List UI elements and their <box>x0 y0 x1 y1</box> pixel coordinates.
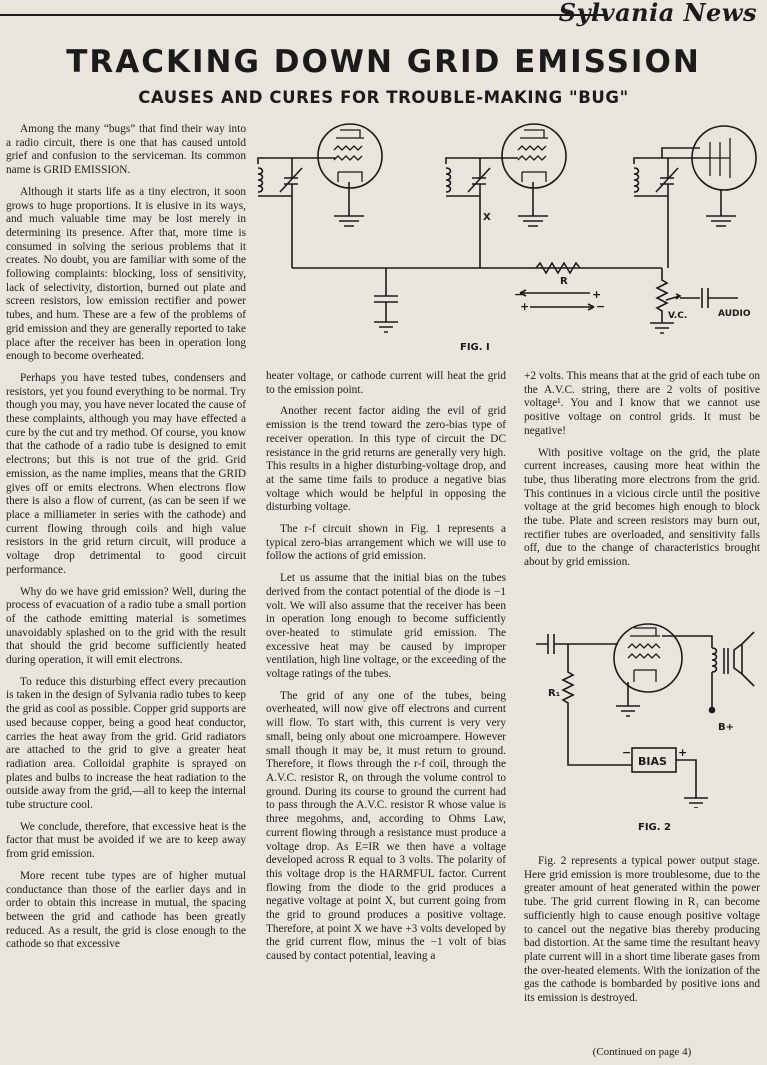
paragraph: More recent tube types are of higher mutual conductance than those of the earlier days and in order to obtain this increase in mutual, the spacing between the grid and cathode has been greatly reduced. As a result, the grid is close enough to the cathode so that excessive <box>6 869 246 951</box>
coupling-capacitor <box>536 634 618 654</box>
label-bias: BIAS <box>638 755 667 768</box>
fig2-schematic <box>528 608 762 808</box>
label-plus-right: + <box>592 288 602 301</box>
paragraph: Fig. 2 represents a typical power output stage. Here grid emission is more troublesome, due to the greater amount of heat generated within the power tube. The grid current flowing in R₁ can become sufficiently high to cause enough positive voltage to cancel out the negative bias thereby producing bad distortion. At the same time the resultant heavy plate current will in a short time liberate gases from the over-heated elements. With the ionization of the gas the cathode is bombarded by positive ions and its emission is destroyed. <box>524 855 760 1005</box>
label-r: R <box>560 276 568 287</box>
label-x: X <box>483 212 491 223</box>
column-1 <box>6 123 246 960</box>
paragraph: Another recent factor aiding the evil of grid emission is the trend toward the zero-bias type of receiver operation. In this type of circuit the DC resistance in the grid returns are generally very high. This results in a higher disturbing-voltage drop, and at the same time fails to produce a negative bias voltage which would be helpful in opposing the disturbing voltage. <box>266 405 506 514</box>
label-vc: V.C. <box>668 311 688 321</box>
brand-logo: Sylvania News <box>558 0 757 27</box>
power-tube-icon <box>614 624 682 692</box>
paragraph: The r-f circuit shown in Fig. 1 represents a typical zero-bias arrangement which we will use to follow the actions of grid emission. <box>266 523 506 563</box>
tube-2-icon <box>502 124 566 188</box>
speaker-icon <box>734 632 754 686</box>
article-subtitle: CAUSES AND CURES FOR TROUBLE-MAKING "BUG" <box>138 88 629 107</box>
label-minus: − <box>622 746 632 759</box>
paragraph: Why do we have grid emission? Well, during the process of evacuation of a radio tube a small portion of the cathode emitting material is sometimes unavoidably splashed on to the grid with the result that should the grid become sufficiently heated during operation, it will emit electrons. <box>6 585 246 667</box>
ground-icon <box>334 182 364 226</box>
paragraph: Among the many “bugs” that find their way into a radio circuit, there is one that has caused untold grief and confusion to the serviceman. Its common name is GRID EMISSION. <box>6 123 246 177</box>
label-minus-right: − <box>596 300 606 313</box>
paragraph: With positive voltage on the grid, the plate current increases, causing more heat within the tube, thus liberating more electrons from the grid. This continues in a vicious circle until the positive voltage at the grid becomes high enough to block the tube. Plate and screen resistors may burn out, rectifier tubes are overloaded, and sensitivity falls off, due to the change of characteristics brought about by grid emission. <box>524 446 760 569</box>
ground-icon <box>706 190 736 226</box>
masthead <box>0 0 767 26</box>
rf-coil-1 <box>258 168 263 192</box>
volume-control <box>650 268 674 333</box>
ground-icon <box>616 682 640 716</box>
paragraph: +2 volts. This means that at the grid of each tube on the A.V.C. string, there are 2 volts of positive voltage¹. You and I know that we cannot use positive voltage on control grids. It must be negative! <box>524 370 760 437</box>
label-plus-left: + <box>520 300 530 313</box>
column-2 <box>266 370 506 972</box>
fig1-caption: FIG. I <box>460 342 490 353</box>
tuning-capacitor-3 <box>656 168 678 192</box>
tuning-capacitor-1 <box>280 168 302 192</box>
rf-coil-2 <box>446 168 451 192</box>
masthead-rule <box>0 14 605 16</box>
tuning-capacitor-2 <box>468 168 490 192</box>
label-minus-left: − <box>514 288 524 301</box>
rf-coil-3 <box>634 168 639 192</box>
paragraph: We conclude, therefore, that excessive heat is the factor that must be avoided if we are to keep away from grid emission. <box>6 820 246 861</box>
output-transformer <box>662 636 717 710</box>
avc-capacitor <box>374 268 398 332</box>
paragraph: Perhaps you have tested tubes, condensers and resistors, yet you found everything to be normal. Try though you may, you have never located the cause of these complaints, although you may have effected a cure by the cut and try method. Of course, you know that the cathode of a radio tube is designed to emit electrons; but this is not true of the grid. Grid emission, as the name implies, means that the GRID gives off or emits electrons. When electrons flow there is also a flow of current, (as can be seen if we place a milliameter in series with the cathode) and current flowing through coils and high value resistors in the grid return circuit, will produce a voltage drop detrimental to good circuit performance. <box>6 371 246 576</box>
fig1-schematic <box>250 118 765 358</box>
tube-1-icon <box>318 124 382 188</box>
label-audio: AUDIO <box>718 309 751 319</box>
paragraph: The grid of any one of the tubes, being overheated, will now give off electrons and current will flow. To start with, this current is very very small, being only about one microampere. However small though it may be, it must return to ground. Therefore, it flows through the r-f coil, through the A.V.C. resistor R, on through the volume control to ground. During its course to ground the current had to pass through the A.V.C. resistor R whose value is three megohms, and, according to Ohms Law, current flowing through a resistance must produce a voltage drop. As E=IR we then have a voltage developed across R equal to 3 volts. The polarity of this voltage drop is the HARMFUL factor. Current flowing from the diode to the grid produces a negative voltage at point X, but current going from the grid to ground produces a positive voltage. Therefore, at point X we have +3 volts developed by the grid current flow, minus the −1 volt of bias caused by contact potential, leaving a <box>266 689 506 963</box>
article-title: TRACKING DOWN GRID EMISSION <box>66 44 701 80</box>
paragraph: heater voltage, or cathode current will heat the grid to the emission point. <box>266 370 506 396</box>
paragraph: Although it starts life as a tiny electron, it soon grows to huge proportions. It is elusive in its ways, and much valuable time may be lost merely in determining its presence. After that, more time is consumed in solving the serious problems that it creates. No doubt, you are familiar with some of the following complaints: blocking, loss of sensitivity, lack of selectivity, distortion, burned out plate and screen resistors, low emission rectifier and power tubes, and hum. These are a few of the problems of grid emission and they are generally reported to take place after the receiver has been in operation long enough to become overheated. <box>6 185 246 363</box>
paragraph: To reduce this disturbing effect every precaution is taken in the design of Sylvania radio tubes to keep the grid as cool as possible. Copper grid supports are used because copper, being a good heat conductor, carries the heat away from the grid. Grid radiators are attached to the grid to give a greater heat radiation area. Colloidal graphite is sprayed on plates and bulbs to increase the heat radiation to the outside away from the grid,—all to keep the internal tube structure cool. <box>6 675 246 812</box>
continued-note: (Continued on page 4) <box>592 1046 692 1058</box>
ground-icon <box>518 182 548 226</box>
column-3-top <box>524 370 760 578</box>
label-bplus: B+ <box>718 722 735 733</box>
label-plus: + <box>678 746 688 759</box>
fig2-caption: FIG. 2 <box>638 822 671 833</box>
column-3-bottom <box>524 855 760 1014</box>
audio-coupling-capacitor <box>680 288 738 308</box>
paragraph: Let us assume that the initial bias on the tubes derived from the contact potential of the diode is −1 volt. We will also assume that the receiver has been in operation long enough to become sufficiently over-heated to stimulate grid emission. The excessive heat may be caused by improper ventilation, high line voltage, or the exceeding of the voltage ratings of the tubes. <box>266 572 506 681</box>
label-r1: R₁ <box>548 688 561 699</box>
